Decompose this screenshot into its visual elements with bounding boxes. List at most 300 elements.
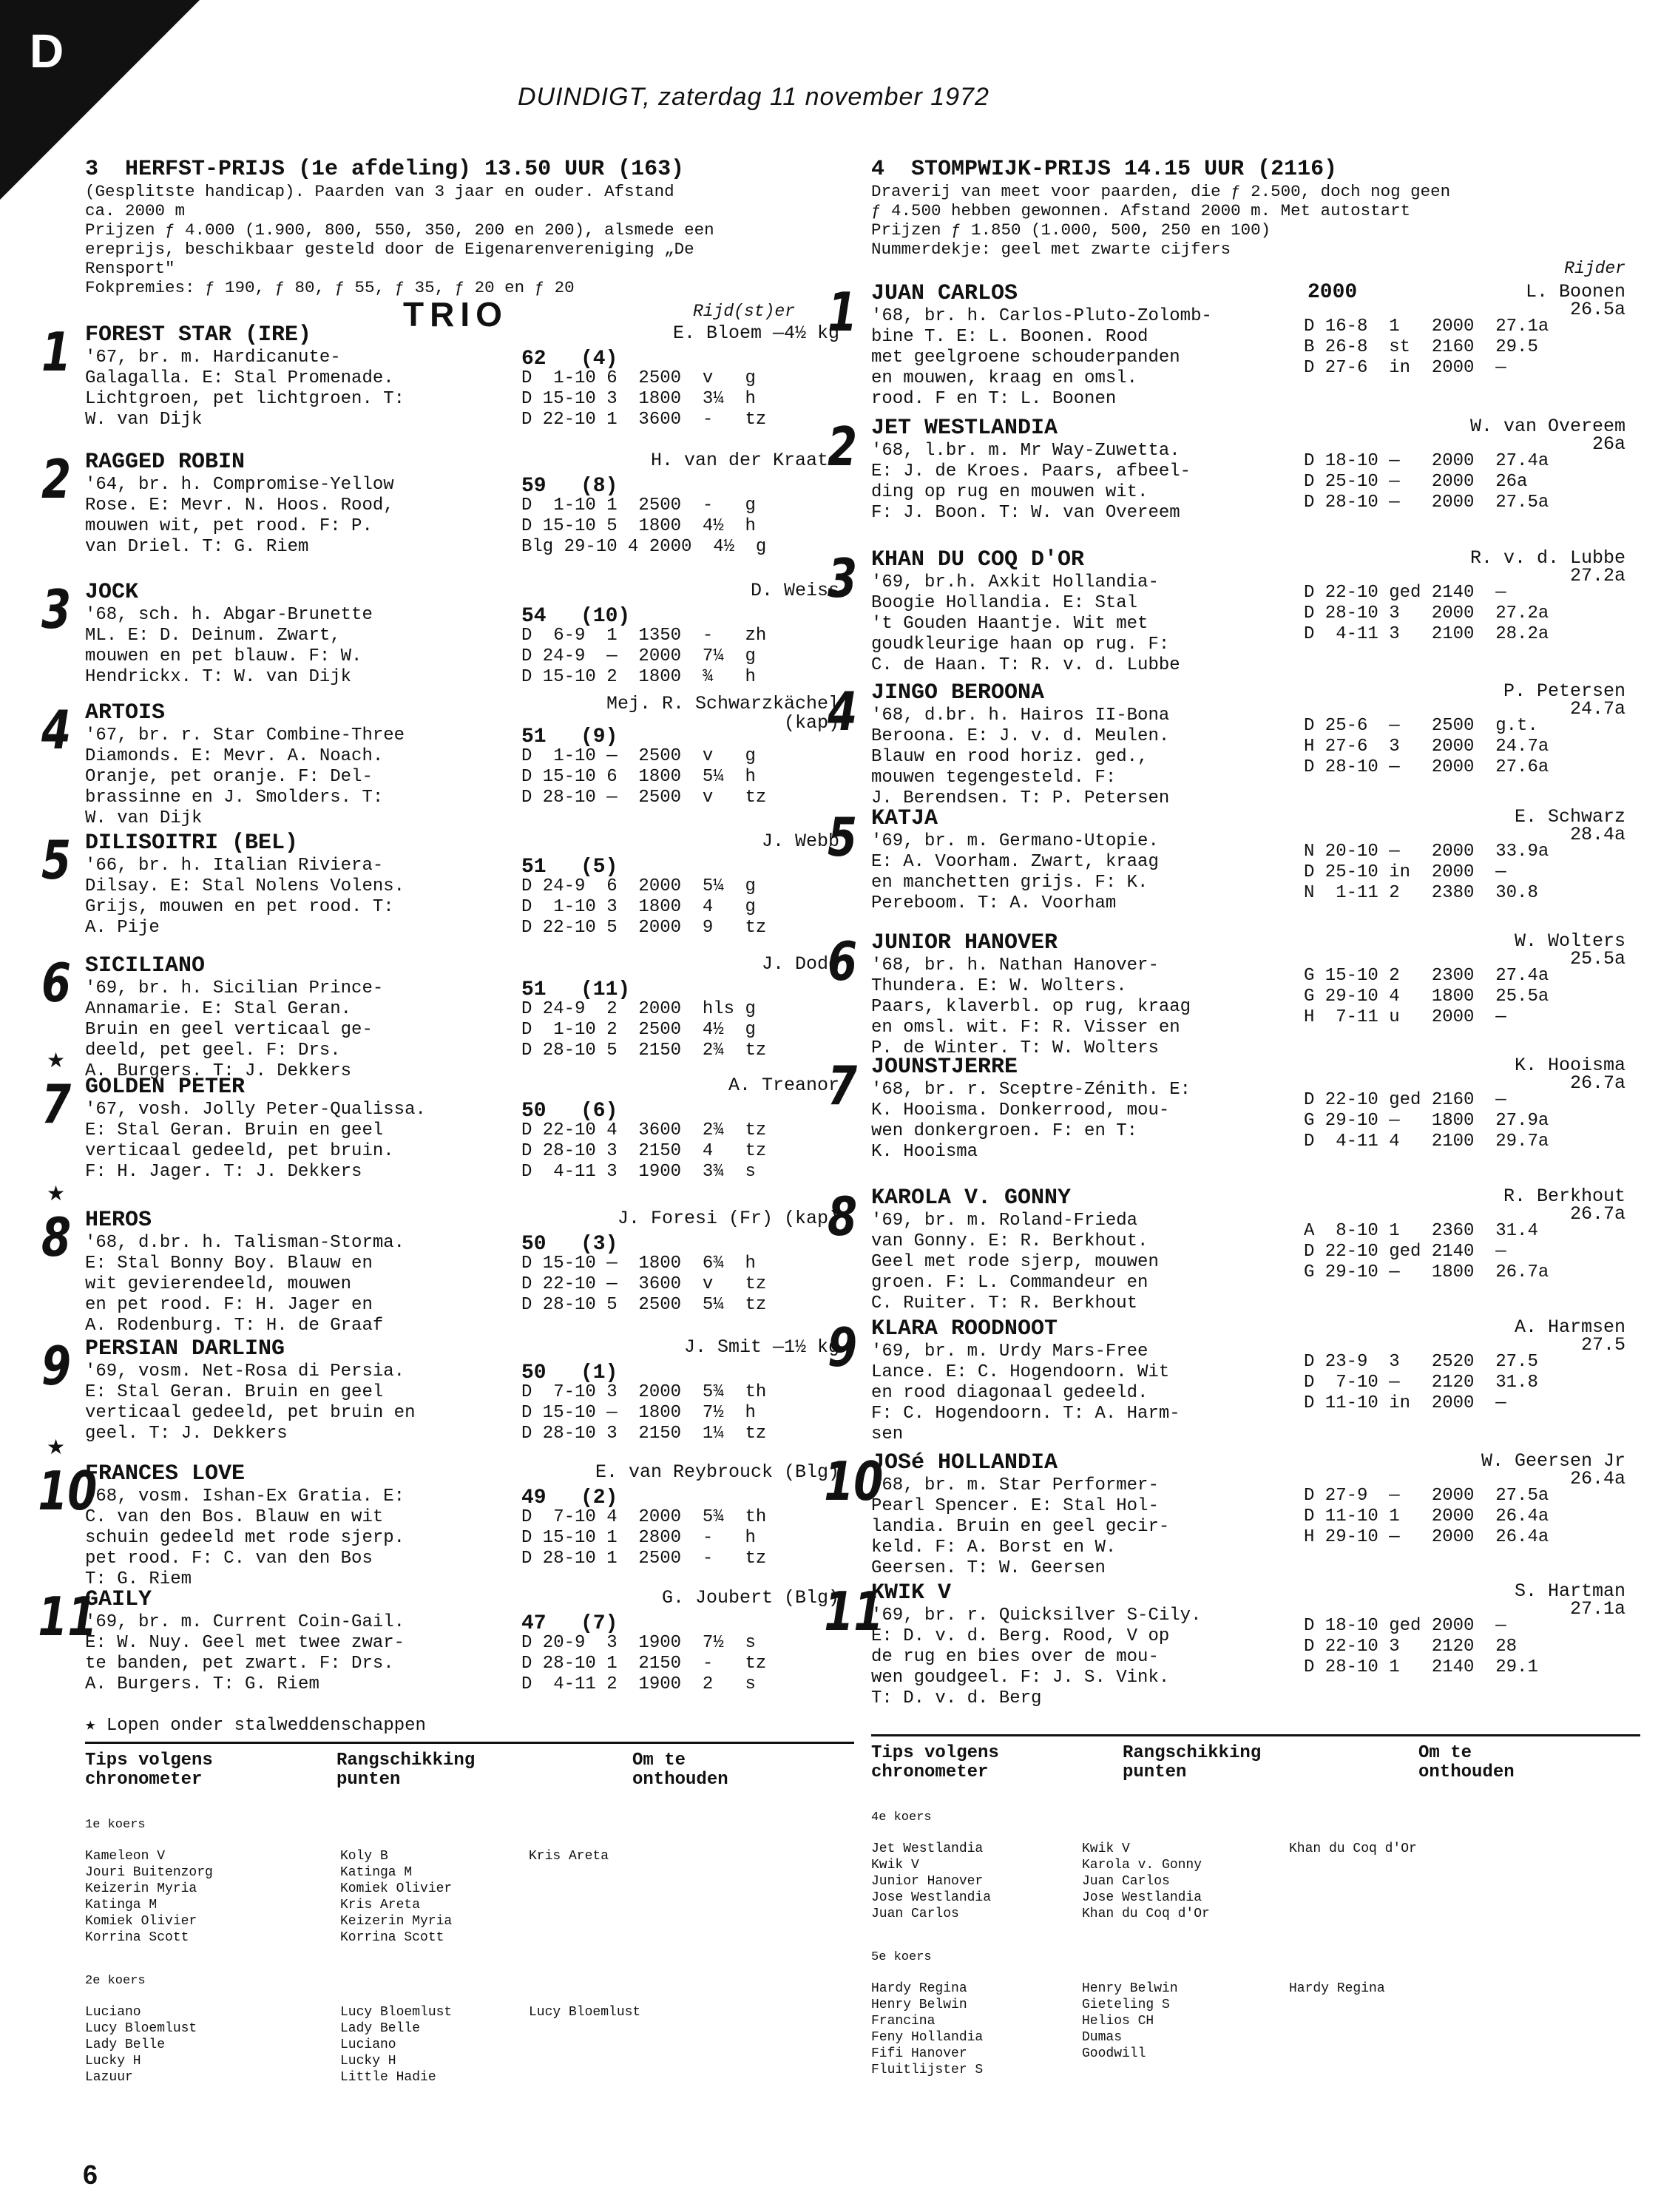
- entry-header: [871, 930, 1640, 956]
- record-time: 27.5: [1580, 1334, 1625, 1356]
- tip-horse: Keizerin Myria: [85, 1881, 197, 1896]
- entry-header: [871, 1580, 1640, 1606]
- form-line: D 22-10 ged 2140 —: [1304, 583, 1506, 603]
- tips-column: [85, 1848, 340, 1946]
- horse-entry: [827, 806, 1640, 930]
- description-line: wen goudgeel. F: J. S. Vink.: [871, 1668, 1170, 1688]
- rider-name: E. Schwarz: [1514, 806, 1625, 828]
- form-line: D 7-10 3 2000 5¾ th: [521, 1382, 767, 1402]
- horse-entry: [827, 547, 1640, 680]
- form-lines: [1304, 583, 1549, 645]
- tip-horse: Francina: [871, 2014, 936, 2029]
- form-lines: [521, 876, 766, 938]
- description-line: van Gonny. E: R. Berkhout.: [871, 1231, 1148, 1251]
- tip-horse: Kwik V: [1082, 1841, 1130, 1856]
- tip-horse: Juan Carlos: [1082, 1874, 1170, 1889]
- form-line: D 16-8 1 2000 27.1a: [1304, 317, 1549, 336]
- rider-name: A. Harmsen: [1514, 1316, 1625, 1338]
- form-line: N 20-10 — 2000 33.9a: [1304, 842, 1549, 862]
- form-line: D 15-10 5 1800 4½ h: [521, 516, 756, 536]
- tips-column-header: Rangschikking punten: [1123, 1743, 1262, 1782]
- horse-name: JUNIOR HANOVER: [871, 930, 1058, 956]
- rider-name: R. Berkhout: [1503, 1186, 1625, 1207]
- horse-description: [85, 1612, 499, 1695]
- entry-list: [38, 321, 854, 1709]
- form-line: D 22-10 — 3600 v tz: [521, 1274, 767, 1294]
- draw-number: (9): [581, 726, 618, 748]
- description-line: Geel met rode sjerp, mouwen: [871, 1252, 1159, 1272]
- draw-number: (6): [581, 1100, 618, 1123]
- tip-horse: Korrina Scott: [340, 1930, 444, 1945]
- entry-number: 7: [827, 1055, 858, 1117]
- entry-header: [85, 450, 854, 475]
- condition-line: Rensport": [85, 259, 175, 278]
- horse-description: [85, 348, 499, 430]
- entry-header: [871, 680, 1640, 706]
- rider-name: J. Dodd: [761, 953, 839, 975]
- description-line: met geelgroene schouderpanden: [871, 348, 1180, 368]
- tip-horse: Katinga M: [85, 1898, 158, 1912]
- description-line: rood. F en T: L. Boonen: [871, 389, 1117, 409]
- race-tips-title: 2e koers: [85, 1974, 146, 1988]
- horse-entry: [38, 1586, 854, 1709]
- description-line: C. van den Bos. Blauw en wit: [85, 1507, 384, 1527]
- horse-description: [85, 475, 499, 558]
- description-line: deeld, pet geel. F: Drs.: [85, 1041, 341, 1061]
- description-line: K. Hooisma. Donkerrood, mou-: [871, 1100, 1170, 1120]
- form-line: D 15-10 1 2800 - h: [521, 1528, 756, 1548]
- tips-column: [871, 1981, 1082, 2078]
- form-line: D 25-10 in 2000 —: [1304, 862, 1506, 882]
- form-lines: [1304, 966, 1549, 1028]
- horse-entry: [41, 448, 854, 580]
- tips-grid: [871, 1981, 1640, 2078]
- entry-header: [85, 1336, 854, 1362]
- record-time: 26a: [1591, 433, 1625, 455]
- form-line: G 29-10 4 1800 25.5a: [1304, 987, 1549, 1007]
- description-line: '69, br. m. Urdy Mars-Free: [871, 1342, 1148, 1362]
- horse-entry: [827, 1316, 1640, 1450]
- form-line: D 18-10 ged 2000 —: [1304, 1616, 1506, 1636]
- tips-box: [85, 1742, 854, 2086]
- tip-horse: Kris Areta: [340, 1898, 421, 1912]
- carried-weight: 50: [521, 1233, 547, 1256]
- description-line: landia. Bruin en geel gecir-: [871, 1517, 1170, 1537]
- description-line: mouwen wit, pet rood. F: P.: [85, 516, 373, 536]
- form-line: D 28-10 1 2150 - tz: [521, 1654, 767, 1674]
- tip-horse: Juan Carlos: [871, 1907, 959, 1921]
- carried-weight: 51: [521, 856, 547, 879]
- entry-number: 2: [41, 448, 72, 510]
- description-line: en pet rood. F: H. Jager en: [85, 1295, 373, 1315]
- form-line: D 11-10 1 2000 26.4a: [1304, 1506, 1549, 1526]
- form-line: D 28-10 1 2500 - tz: [521, 1549, 767, 1569]
- form-line: D 22-10 ged 2140 —: [1304, 1242, 1506, 1262]
- horse-name: HEROS: [85, 1208, 152, 1233]
- tip-horse: Helios CH: [1082, 2014, 1154, 2029]
- form-line: D 15-10 — 1800 6¾ h: [521, 1254, 756, 1274]
- description-line: '68, l.br. m. Mr Way-Zuwetta.: [871, 441, 1180, 461]
- tip-horse: Hardy Regina: [871, 1981, 967, 1996]
- form-line: D 4-11 2 1900 2 s: [521, 1674, 756, 1694]
- form-line: D 4-11 3 2100 28.2a: [1304, 624, 1549, 644]
- rider-label-row: [871, 259, 1640, 281]
- description-line: Geersen. T: W. Geersen: [871, 1558, 1106, 1578]
- form-line: D 1-10 — 2500 v g: [521, 746, 756, 766]
- tips-column: [529, 1848, 751, 1946]
- carried-weight: 50: [521, 1362, 547, 1384]
- record-time: 28.4a: [1569, 824, 1625, 845]
- description-line: bine T. E: L. Boonen. Rood: [871, 327, 1148, 347]
- rider-name: R. v. d. Lubbe: [1469, 547, 1625, 569]
- entry-number: 8: [41, 1206, 72, 1268]
- race-conditions: [85, 182, 854, 297]
- horse-description: [871, 306, 1285, 410]
- entry-number: 4: [41, 699, 72, 761]
- entry-number: 3: [41, 578, 72, 640]
- description-line: wit gevierendeeld, mouwen: [85, 1274, 352, 1294]
- tip-horse: Komiek Olivier: [340, 1881, 453, 1896]
- entry-header: [85, 831, 854, 856]
- record-time: 27.1a: [1569, 1598, 1625, 1620]
- entry-number: 9: [827, 1316, 858, 1379]
- tip-horse: Khan du Coq d'Or: [1082, 1907, 1210, 1921]
- draw-number: (5): [581, 856, 618, 879]
- record-time: 26.7a: [1569, 1203, 1625, 1225]
- tips-column: [1082, 1981, 1289, 2078]
- horse-name: GAILY: [85, 1587, 152, 1612]
- form-line: D 22-10 5 2000 9 tz: [521, 918, 767, 938]
- form-line: D 7-10 4 2000 5¾ th: [521, 1507, 767, 1527]
- description-line: schuin gedeeld met rode sjerp.: [85, 1528, 405, 1548]
- description-line: groen. F: L. Commandeur en: [871, 1273, 1148, 1293]
- horse-name: FOREST STAR (IRE): [85, 322, 312, 348]
- description-line: '67, br. m. Hardicanute-: [85, 348, 341, 368]
- description-line: E: A. Voorham. Zwart, kraag: [871, 852, 1159, 872]
- star-icon: ★: [47, 1435, 66, 1458]
- form-line: D 1-10 3 1800 4 g: [521, 897, 756, 917]
- form-lines: [1304, 1486, 1549, 1548]
- tip-horse: Korrina Scott: [85, 1930, 189, 1945]
- carried-weight: 62: [521, 348, 547, 371]
- rider-name: J. Foresi (Fr) (kap): [617, 1208, 839, 1229]
- description-line: A. Burgers. T: J. Dekkers: [85, 1061, 352, 1081]
- horse-description: [85, 726, 499, 829]
- horse-entry: [827, 1186, 1640, 1316]
- tips-column: [871, 1841, 1082, 1922]
- description-line: E: W. Nuy. Geel met twee zwar-: [85, 1633, 405, 1653]
- rider-name: P. Petersen: [1503, 680, 1625, 702]
- description-line: verticaal gedeeld, pet bruin en: [85, 1403, 416, 1423]
- entry-header: [85, 953, 854, 978]
- rider-name: E. Bloem —4½ kg: [672, 322, 839, 344]
- horse-entry: [827, 281, 1640, 416]
- form-line: Blg 29-10 4 2000 4½ g: [521, 537, 767, 557]
- horse-name: DILISOITRI (BEL): [85, 831, 299, 856]
- description-line: '68, d.br. h. Hairos II-Bona: [871, 706, 1170, 726]
- description-line: de rug en bies over de mou-: [871, 1647, 1159, 1667]
- description-line: E: J. de Kroes. Paars, afbeel-: [871, 461, 1191, 481]
- race-conditions: [871, 182, 1640, 259]
- form-line: D 4-11 4 2100 29.7a: [1304, 1132, 1549, 1151]
- horse-name: JUAN CARLOS: [871, 281, 1018, 306]
- form-line: D 24-9 2 2000 hls g: [521, 999, 756, 1019]
- horse-description: [871, 1606, 1285, 1709]
- rider-name: K. Hooisma: [1514, 1055, 1625, 1076]
- record-time: 24.7a: [1569, 698, 1625, 720]
- form-line: A 8-10 1 2360 31.4: [1304, 1221, 1538, 1241]
- entry-number: 11: [38, 1586, 98, 1648]
- horse-description: [85, 605, 499, 688]
- description-line: '69, br. r. Quicksilver S-Cily.: [871, 1606, 1202, 1626]
- form-lines: [521, 495, 766, 558]
- form-line: D 18-10 — 2000 27.4a: [1304, 451, 1549, 471]
- description-line: Annamarie. E: Stal Geran.: [85, 999, 352, 1019]
- description-line: C. de Haan. T: R. v. d. Lubbe: [871, 655, 1180, 675]
- horse-description: [871, 572, 1285, 676]
- tip-horse: Henry Belwin: [1082, 1981, 1178, 1996]
- description-line: W. van Dijk: [85, 410, 203, 430]
- form-line: D 24-9 — 2000 7¼ g: [521, 646, 756, 666]
- horse-entry: [41, 693, 854, 831]
- form-lines: [1304, 451, 1549, 513]
- description-line: E: D. v. d. Berg. Rood, V op: [871, 1626, 1170, 1646]
- form-line: G 29-10 — 1800 26.7a: [1304, 1262, 1549, 1282]
- star-icon: ★: [47, 1049, 66, 1072]
- carried-weight: 51: [521, 726, 547, 748]
- form-lines: [521, 1382, 766, 1444]
- tips-column: [1289, 1981, 1511, 2078]
- tip-horse: Koly B: [340, 1849, 388, 1864]
- description-line: Paars, klaverbl. op rug, kraag: [871, 997, 1191, 1017]
- entry-number: 1: [41, 321, 72, 383]
- form-line: D 28-10 3 2150 1¼ tz: [521, 1424, 767, 1444]
- condition-line: ca. 2000 m: [85, 201, 186, 220]
- horse-description: [85, 1362, 499, 1444]
- condition-line: Draverij van meet voor paarden, die ƒ 2.500, doch nog geen: [871, 182, 1451, 201]
- description-line: Bruin en geel verticaal ge-: [85, 1020, 373, 1040]
- description-line: '67, br. r. Star Combine-Three: [85, 726, 405, 745]
- description-line: Hendrickx. T: W. van Dijk: [85, 667, 352, 687]
- horse-description: [85, 1233, 499, 1336]
- entry-number: 6: [827, 930, 858, 992]
- description-line: F: H. Jager. T: J. Dekkers: [85, 1162, 362, 1182]
- horse-entry: [41, 1206, 854, 1336]
- stable-footnote: ★ Lopen onder stalweddenschappen: [85, 1716, 426, 1736]
- form-lines: [521, 1633, 766, 1695]
- horse-description: [85, 856, 499, 938]
- horse-name: KAROLA V. GONNY: [871, 1186, 1072, 1211]
- tip-horse: Little Hadie: [340, 2070, 436, 2085]
- horse-name: KHAN DU COQ D'OR: [871, 547, 1085, 572]
- description-line: '68, sch. h. Abgar-Brunette: [85, 605, 373, 625]
- entry-number: 11: [824, 1580, 884, 1643]
- horse-name: JOUNSTJERRE: [871, 1055, 1018, 1080]
- description-line: verticaal gedeeld, pet bruin.: [85, 1141, 394, 1161]
- tip-horse: Jouri Buitenzorg: [85, 1865, 213, 1880]
- form-line: D 15-10 — 1800 7½ h: [521, 1403, 756, 1423]
- draw-number: (11): [581, 978, 631, 1001]
- tip-horse: Kameleon V: [85, 1849, 166, 1864]
- entry-number: 6: [41, 952, 72, 1014]
- form-line: D 7-10 — 2120 31.8: [1304, 1373, 1538, 1393]
- tips-column: [1289, 1841, 1511, 1922]
- entry-number: 7: [41, 1073, 72, 1135]
- form-line: D 15-10 2 1800 ¾ h: [521, 667, 756, 687]
- description-line: en omsl. wit. F: R. Visser en: [871, 1018, 1180, 1038]
- draw-number: (8): [581, 475, 618, 498]
- form-line: D 23-9 3 2520 27.5: [1304, 1352, 1538, 1372]
- entry-number: 5: [827, 806, 858, 868]
- entry-number: 10: [38, 1460, 98, 1522]
- condition-line: (Gesplitste handicap). Paarden van 3 jaar en ouder. Afstand: [85, 182, 674, 201]
- form-line: G 15-10 2 2300 27.4a: [1304, 966, 1549, 986]
- description-line: '69, vosm. Net-Rosa di Persia.: [85, 1362, 405, 1381]
- description-line: F: C. Hogendoorn. T: A. Harm-: [871, 1404, 1180, 1424]
- tip-horse: Fluitlijster S: [871, 2063, 984, 2077]
- form-lines: [1304, 317, 1549, 379]
- form-line: D 28-10 5 2500 5¼ tz: [521, 1295, 767, 1315]
- rider-name: E. van Reybrouck (Blg): [595, 1461, 839, 1483]
- horse-description: [871, 831, 1285, 914]
- description-line: goudkleurige haan op rug. F:: [871, 635, 1170, 655]
- description-line: en rood diagonaal gedeeld.: [871, 1383, 1148, 1403]
- horse-name: KLARA ROODNOOT: [871, 1316, 1058, 1342]
- horse-entry: [41, 578, 854, 700]
- horse-entry: [827, 1055, 1640, 1186]
- condition-line: ereprijs, beschikbaar gesteld door de Eigenarenvereniging „De: [85, 240, 694, 259]
- horse-name: RAGGED ROBIN: [85, 450, 246, 475]
- horse-description: [871, 706, 1285, 809]
- description-line: mouwen en pet blauw. F: W.: [85, 646, 362, 666]
- tips-column: [340, 2004, 529, 2086]
- description-line: '68, br. m. Star Performer-: [871, 1475, 1159, 1495]
- draw-number: (3): [581, 1233, 618, 1256]
- form-line: D 22-10 3 2120 28: [1304, 1637, 1518, 1657]
- condition-line: Nummerdekje: geel met zwarte cijfers: [871, 240, 1231, 259]
- entry-header: [85, 580, 854, 605]
- rider-column-label: Rijd(st)er: [692, 302, 795, 321]
- draw-number: (4): [581, 348, 618, 371]
- form-lines: [521, 1120, 766, 1183]
- form-line: G 29-10 — 1800 27.9a: [1304, 1111, 1549, 1131]
- form-lines: [1304, 842, 1549, 904]
- tip-horse: Lucy Bloemlust: [85, 2021, 197, 2036]
- form-lines: [1304, 716, 1549, 778]
- form-line: D 27-6 in 2000 —: [1304, 358, 1506, 378]
- form-line: D 15-10 3 1800 3¼ h: [521, 389, 756, 409]
- description-line: Blauw en rood horiz. ged.,: [871, 747, 1148, 767]
- form-lines: [1304, 1221, 1549, 1283]
- race-tips-title: 5e koers: [871, 1950, 932, 1964]
- description-line: Lichtgroen, pet lichtgroen. T:: [85, 389, 405, 409]
- record-time: 26.7a: [1569, 1072, 1625, 1094]
- race-tips-title: 1e koers: [85, 1818, 146, 1832]
- horse-name: PERSIAN DARLING: [85, 1336, 285, 1362]
- tip-horse: Feny Hollandia: [871, 2030, 984, 2045]
- description-line: '66, br. h. Italian Riviera-: [85, 856, 384, 876]
- tip-horse: Junior Hanover: [871, 1874, 984, 1889]
- description-line: brassinne en J. Smolders. T:: [85, 788, 384, 808]
- form-line: D 27-9 — 2000 27.5a: [1304, 1486, 1549, 1506]
- description-line: J. Berendsen. T: P. Petersen: [871, 788, 1170, 808]
- description-line: en manchetten grijs. F: K.: [871, 873, 1148, 893]
- form-line: D 1-10 1 2500 - g: [521, 495, 756, 515]
- form-lines: [521, 1254, 766, 1316]
- horse-name: JOSé HOLLANDIA: [871, 1450, 1058, 1475]
- entry-header: [871, 1450, 1640, 1475]
- description-line: Grijs, mouwen en pet rood. T:: [85, 897, 394, 917]
- entry-header: [871, 281, 1640, 306]
- tip-horse: Komiek Olivier: [85, 1914, 197, 1929]
- rider-name: J. Smit —1½ kg: [683, 1336, 839, 1358]
- carried-weight: 50: [521, 1100, 547, 1123]
- tip-horse: Lady Belle: [85, 2037, 166, 2052]
- description-line: '68, d.br. h. Talisman-Storma.: [85, 1233, 405, 1253]
- horse-entry: [827, 930, 1640, 1058]
- horse-entry: [41, 1073, 854, 1208]
- condition-line: Fokpremies: ƒ 190, ƒ 80, ƒ 55, ƒ 35, ƒ 20 en ƒ 20: [85, 278, 575, 297]
- rider-name: D. Weiss: [750, 580, 839, 601]
- tip-horse: Keizerin Myria: [340, 1914, 453, 1929]
- description-line: P. de Winter. T: W. Wolters: [871, 1038, 1159, 1058]
- rider-name: L. Boonen: [1525, 281, 1625, 302]
- tips-column-header: Tips volgens chronometer: [871, 1743, 999, 1782]
- record-time: 25.5a: [1569, 948, 1625, 970]
- entry-number: 10: [824, 1450, 884, 1512]
- race-3-column: [38, 157, 854, 2086]
- description-line: '69, br. m. Germano-Utopie.: [871, 831, 1159, 851]
- description-line: '64, br. h. Compromise-Yellow: [85, 475, 394, 495]
- horse-description: [85, 1486, 499, 1590]
- horse-name: SICILIANO: [85, 953, 206, 978]
- horse-name: JET WESTLANDIA: [871, 416, 1058, 441]
- tip-horse: Karola v. Gonny: [1082, 1858, 1202, 1873]
- form-line: H 29-10 — 2000 26.4a: [1304, 1527, 1549, 1547]
- form-line: D 22-10 4 3600 2¾ tz: [521, 1120, 767, 1140]
- form-lines: [521, 626, 766, 688]
- form-line: D 28-10 1 2140 29.1: [1304, 1657, 1538, 1677]
- horse-entry: [41, 952, 854, 1081]
- tips-column-header: Om te onthouden: [632, 1751, 728, 1790]
- entry-list: [824, 281, 1640, 1708]
- tip-horse: Lucky H: [340, 2054, 396, 2069]
- tip-horse: Fifi Hanover: [871, 2046, 967, 2061]
- description-line: '68, vosm. Ishan-Ex Gratia. E:: [85, 1486, 405, 1506]
- description-line: pet rood. F: C. van den Bos: [85, 1549, 373, 1569]
- description-line: ML. E: D. Deinum. Zwart,: [85, 626, 341, 646]
- race-4-column: [824, 157, 1640, 2078]
- entry-header: [871, 806, 1640, 831]
- description-line: en mouwen, kraag en omsl.: [871, 368, 1138, 388]
- tip-horse: Lucy Bloemlust: [529, 2005, 641, 2020]
- description-line: '67, vosh. Jolly Peter-Qualissa.: [85, 1100, 426, 1120]
- entry-number: 5: [41, 829, 72, 891]
- rider-name: S. Hartman: [1514, 1580, 1625, 1602]
- condition-line: Prijzen ƒ 1.850 (1.000, 500, 250 en 100): [871, 220, 1271, 240]
- tip-horse: Luciano: [85, 2005, 141, 2020]
- tip-horse: Jose Westlandia: [871, 1890, 992, 1905]
- page-number: 6: [83, 2159, 98, 2190]
- horse-description: [871, 956, 1285, 1059]
- form-lines: [521, 1507, 766, 1569]
- description-line: W. van Dijk: [85, 808, 203, 828]
- form-line: D 1-10 2 2500 4½ g: [521, 1020, 756, 1040]
- rider-name: W. Geersen Jr: [1481, 1450, 1625, 1472]
- tips-box: [871, 1734, 1640, 2078]
- horse-entry: [827, 680, 1640, 808]
- form-line: D 22-10 1 3600 - tz: [521, 410, 767, 430]
